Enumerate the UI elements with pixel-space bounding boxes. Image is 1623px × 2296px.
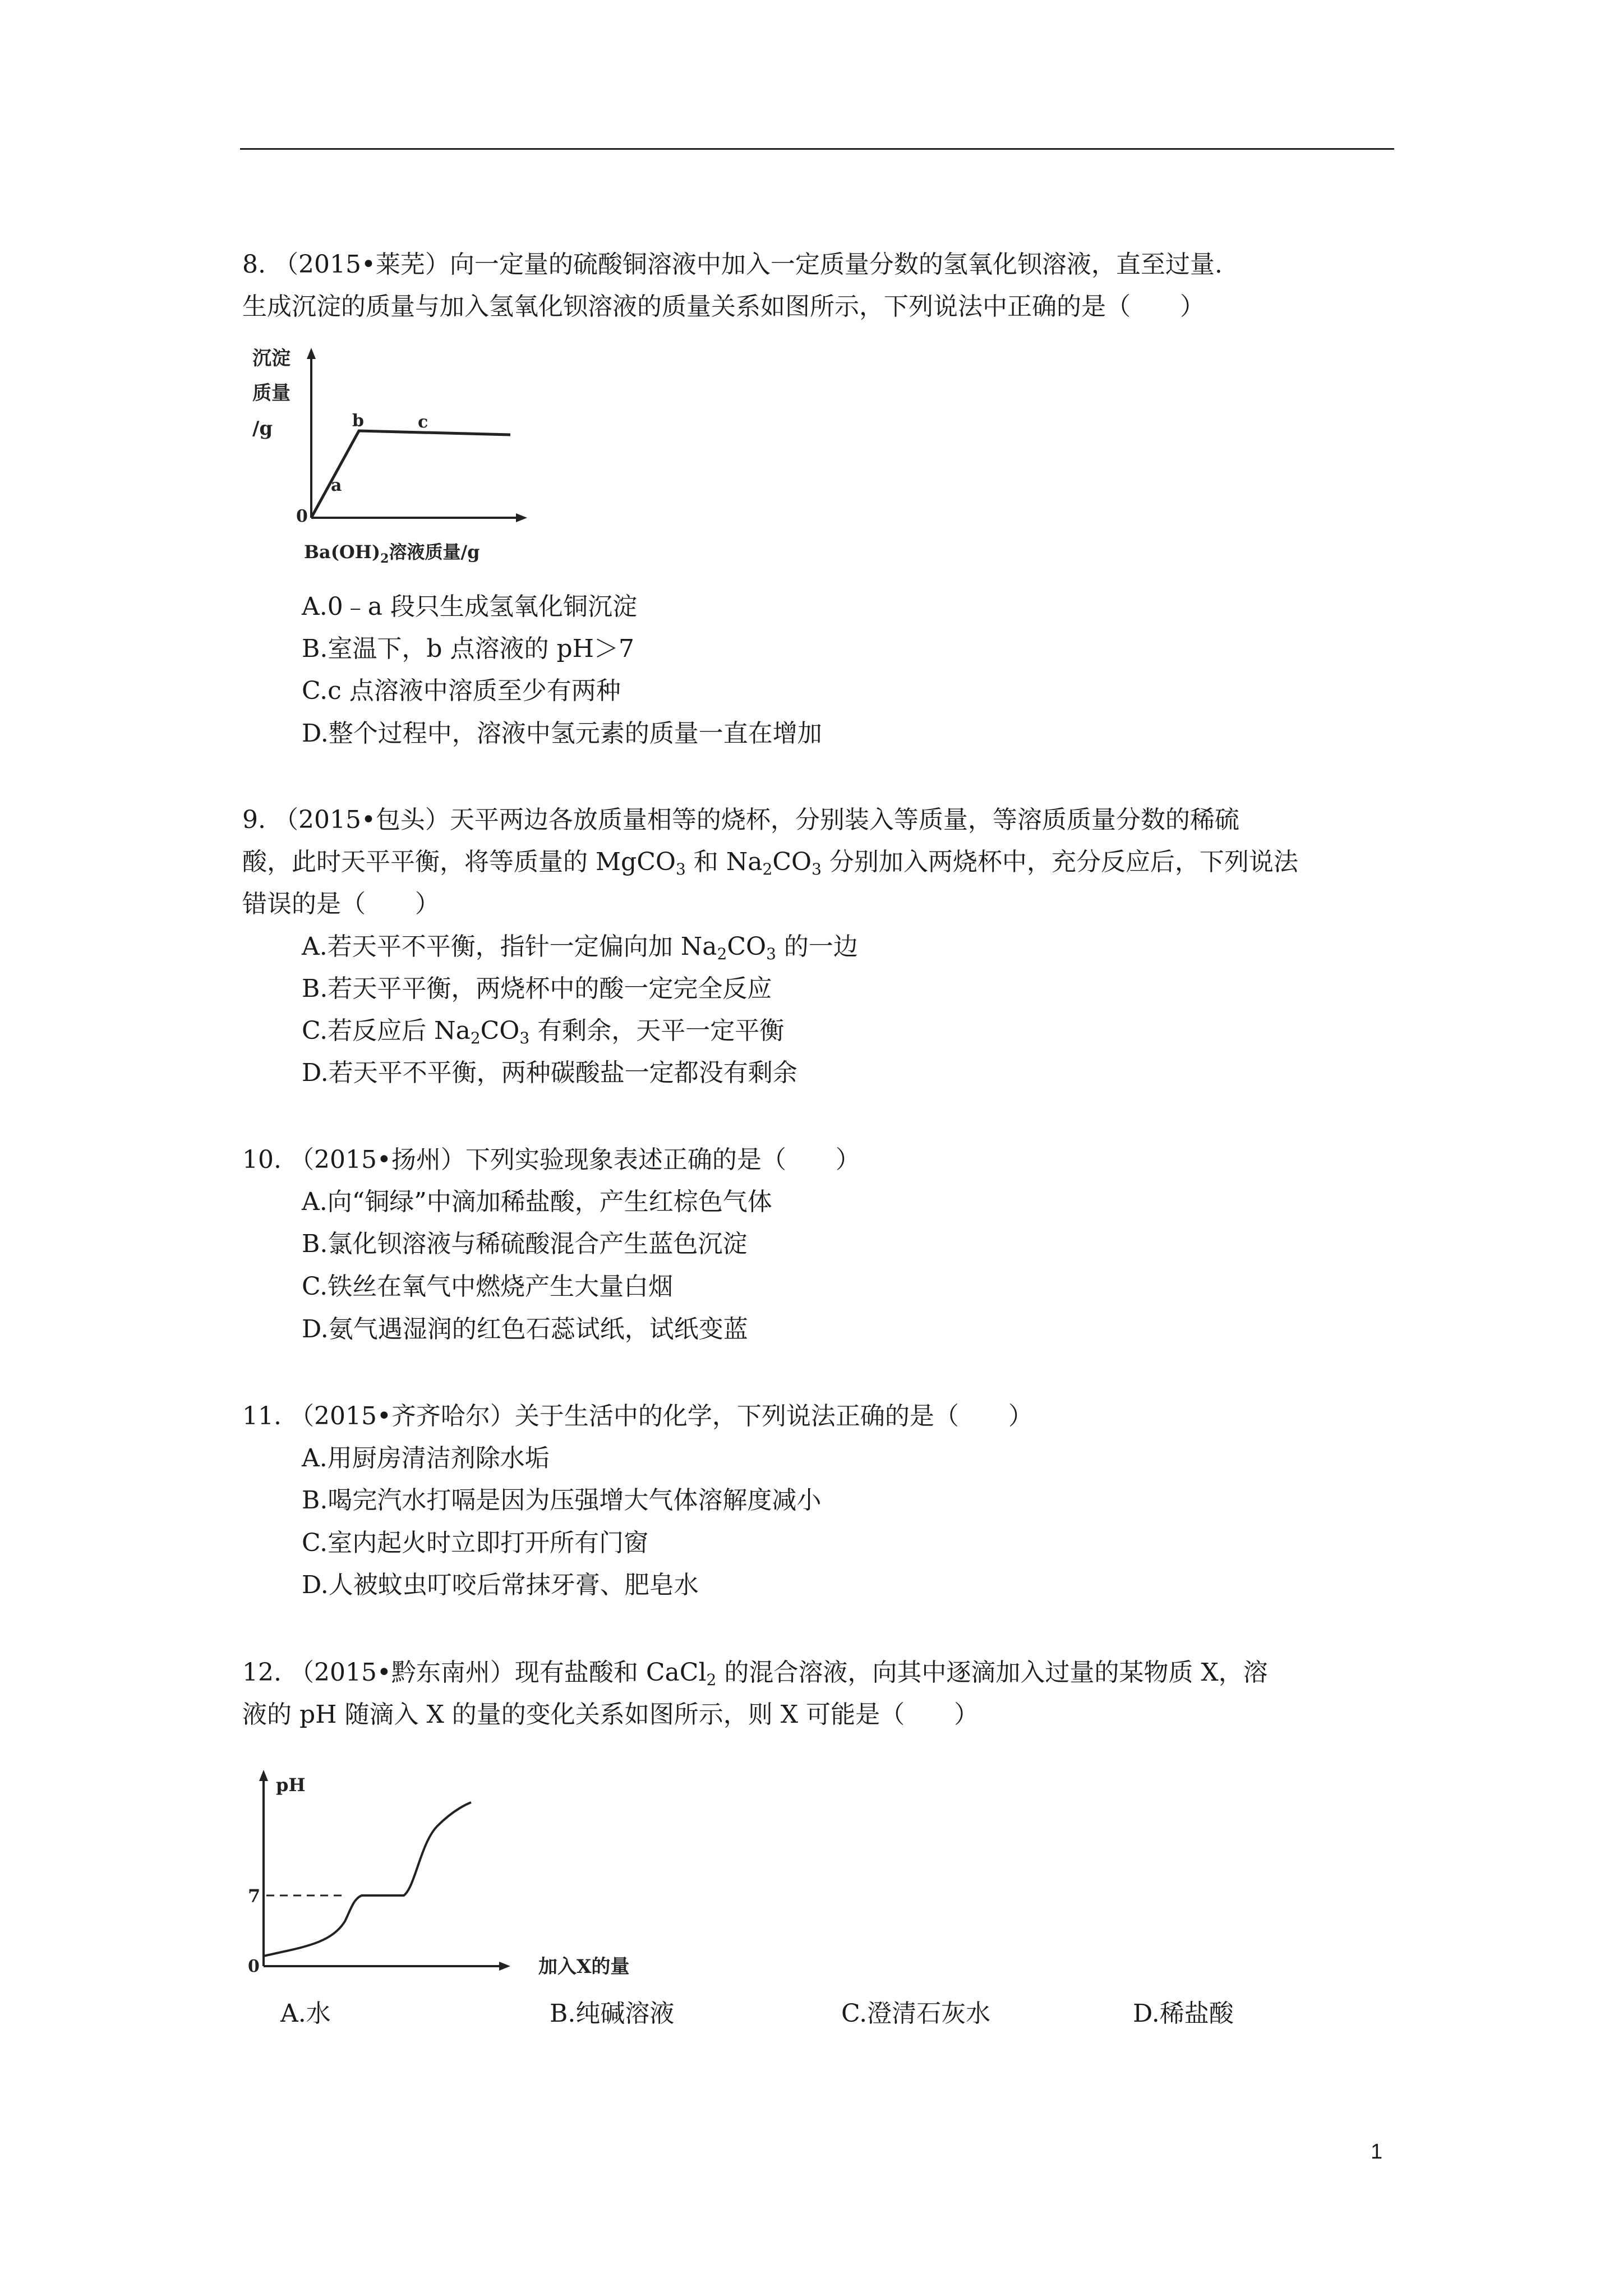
q11-option-b: B.喝完汽水打嗝是因为压强增大气体溶解度减小 xyxy=(302,1486,822,1515)
q8-figure xyxy=(241,337,578,572)
q10-stem: 10. （2015•扬州）下列实验现象表述正确的是（ ） xyxy=(242,1145,860,1174)
page-number: 1 xyxy=(1371,2140,1383,2164)
q8-option-d: D.整个过程中，溶液中氢元素的质量一直在增加 xyxy=(302,719,822,748)
q8-xlabel: $Ba(OH)_2$溶液质量/g xyxy=(304,541,480,566)
q9-option-b: B.若天平平衡，两烧杯中的酸一定完全反应 xyxy=(302,974,772,1003)
q8-option-a: A.0﹣a 段只生成氢氧化铜沉淀 xyxy=(302,592,637,621)
q8-option-b: B.室温下，b 点溶液的 pH＞7 xyxy=(302,634,634,663)
q9-stem-line1: 9. （2015•包头）天平两边各放质量相等的烧杯，分别装入等质量，等溶质质量分数的稀硫 xyxy=(242,806,1239,834)
q12-option-d: D.稀盐酸 xyxy=(1133,1999,1234,2028)
q8-y-arrow xyxy=(307,348,316,359)
q12-figure xyxy=(247,1759,673,1983)
q11-option-a: A.用厨房清洁剂除水垢 xyxy=(302,1444,550,1473)
q12-ylabel: pH xyxy=(276,1774,306,1796)
q10-option-d: D.氨气遇湿润的红色石蕊试纸，试纸变蓝 xyxy=(302,1315,748,1343)
q12-tick-7: 7 xyxy=(248,1885,261,1907)
q12-option-a: A.水 xyxy=(280,1999,331,2028)
q8-curve xyxy=(311,431,510,518)
q9-stem-line2: 酸，此时天平平衡，将等质量的 MgCO$_3$ 和 $Na_2CO_3$ 分别加入两烧杯中，充分反应后，下列说法 xyxy=(242,848,1298,878)
q9-stem-line3: 错误的是（ ） xyxy=(242,890,440,918)
q9-option-a: A.若天平不平衡，指针一定偏向加 $Na_2CO_3$ 的一边 xyxy=(302,932,858,963)
q8-point-c: c xyxy=(418,412,428,432)
q9-option-c: C.若反应后 $Na_2CO_3$ 有剩余，天平一定平衡 xyxy=(302,1016,785,1047)
q12-xlabel: 加入X的量 xyxy=(538,1955,630,1978)
q8-ylabel-1: 沉淀 xyxy=(252,347,291,370)
q11-stem: 11. （2015•齐齐哈尔）关于生活中的化学，下列说法正确的是（ ） xyxy=(242,1402,1033,1430)
q10-option-c: C.铁丝在氧气中燃烧产生大量白烟 xyxy=(302,1272,674,1301)
q12-x-arrow xyxy=(499,1962,510,1971)
q12-y-arrow xyxy=(259,1770,268,1781)
header-rule xyxy=(240,148,1394,150)
q8-origin: 0 xyxy=(296,507,308,526)
q8-stem-line2: 生成沉淀的质量与加入氢氧化钡溶液的质量关系如图所示，下列说法中正确的是（ ） xyxy=(242,292,1205,321)
q11-option-d: D.人被蚊虫叮咬后常抹牙膏、肥皂水 xyxy=(302,1571,699,1599)
q8-x-arrow xyxy=(516,513,527,522)
q8-ylabel-2: 质量 xyxy=(252,382,291,404)
q12-stem-line1: 12. （2015•黔东南州）现有盐酸和 CaCl$_2$ 的混合溶液，向其中逐滴加入过量的某物质 X，溶 xyxy=(242,1658,1268,1689)
q8-point-a: a xyxy=(331,476,342,495)
q10-option-b: B.氯化钡溶液与稀硫酸混合产生蓝色沉淀 xyxy=(302,1230,748,1258)
q8-ylabel-3: /g xyxy=(252,417,273,440)
q10-option-a: A.向“铜绿”中滴加稀盐酸，产生红棕色气体 xyxy=(302,1188,772,1216)
q9-option-d: D.若天平不平衡，两种碳酸盐一定都没有剩余 xyxy=(302,1059,797,1087)
q12-curve xyxy=(264,1802,471,1956)
q12-option-b: B.纯碱溶液 xyxy=(550,1999,675,2028)
q12-origin: 0 xyxy=(248,1957,260,1976)
q8-option-c: C.c 点溶液中溶质至少有两种 xyxy=(302,677,621,705)
q12-option-c: C.澄清石灰水 xyxy=(841,1999,991,2028)
q11-option-c: C.室内起火时立即打开所有门窗 xyxy=(302,1529,649,1557)
q8-stem-line1: 8. （2015•莱芜）向一定量的硫酸铜溶液中加入一定质量分数的氢氧化钡溶液，直至过量. xyxy=(242,250,1223,279)
q12-stem-line2: 液的 pH 随滴入 X 的量的变化关系如图所示，则 X 可能是（ ） xyxy=(242,1700,979,1729)
q8-point-b: b xyxy=(352,411,364,431)
